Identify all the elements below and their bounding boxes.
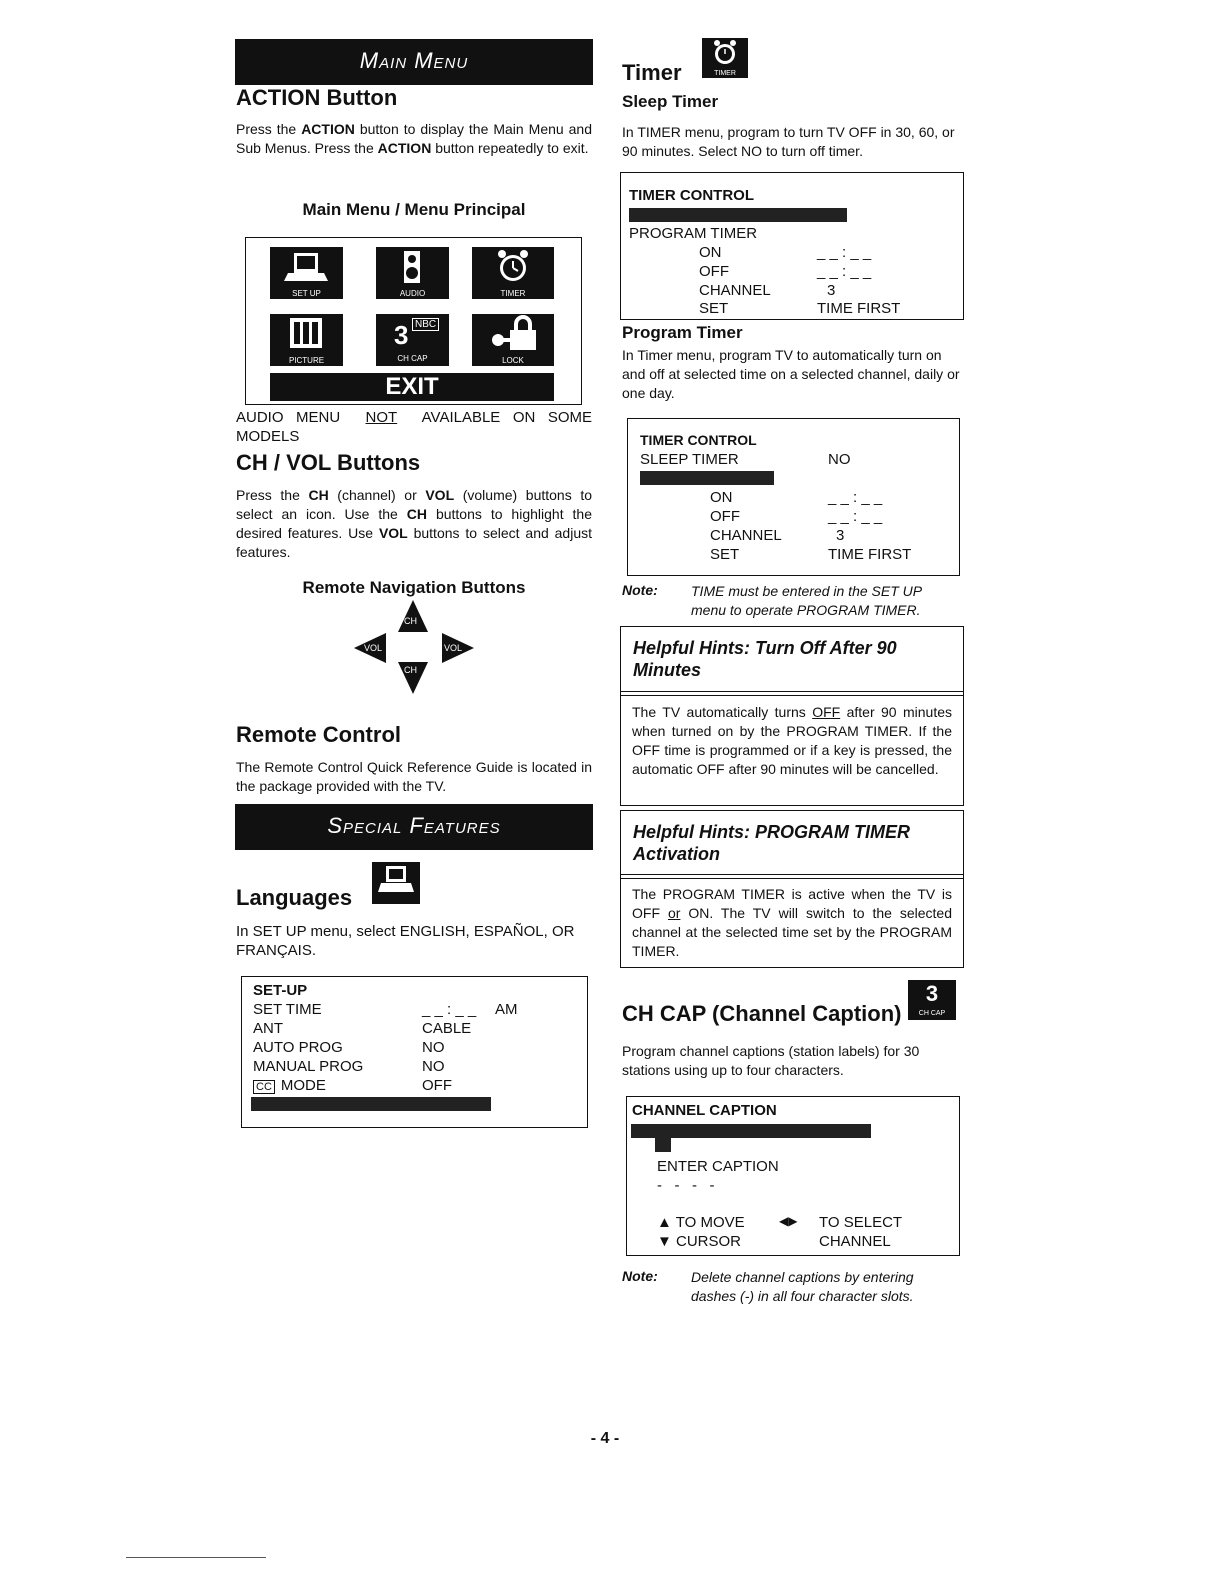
nbc-tag: NBC (412, 318, 439, 331)
select-channel-line-2: CHANNEL (819, 1233, 891, 1250)
setup-row-value: CABLE (422, 1020, 472, 1037)
nav-left-label: VOL (364, 643, 383, 653)
chcap-tile (376, 314, 449, 366)
caption-cursor-block (655, 1138, 671, 1152)
menu-icon-label: SET UP (292, 289, 321, 298)
ch-vol-text: Press the CH (channel) or VOL (volume) buttons to select an icon. Use the CH buttons to highlight the desired features. Use VOL buttons to select and adjust features. (236, 487, 592, 560)
languages-text: In SET UP menu, select ENGLISH, ESPAÑOL, OR FRANÇAIS. (236, 923, 575, 959)
ch-vol-title: CH / VOL Buttons (236, 450, 421, 475)
remote-control-title: Remote Control (236, 722, 401, 747)
timer-row-label: CHANNEL (710, 527, 782, 544)
page-number: - 4 - (590, 1430, 620, 1447)
footer-rule (126, 1557, 266, 1558)
move-cursor-line-1: ▲ TO MOVE (657, 1214, 745, 1231)
sleep-timer-highlight-bar (629, 208, 847, 222)
setup-row-value: NO (422, 1058, 445, 1075)
setup-small-icon (372, 862, 420, 904)
nav-right-label: VOL (444, 643, 463, 653)
remote-control-text: The Remote Control Quick Reference Guide is located in the package provided with the TV. (236, 759, 592, 794)
main-menu-banner: Main Menu (235, 39, 593, 85)
menu-icon-label: TIMER (500, 289, 526, 298)
menu-icon-label: PICTURE (288, 356, 325, 365)
channel-caption-box (626, 1096, 960, 1256)
timer-row-label: SET (699, 300, 729, 317)
special-features-banner: Special Features (235, 804, 593, 850)
picture-icon (270, 314, 343, 354)
timer-row-label: CHANNEL (699, 282, 771, 299)
caption-dashes: - - - - (657, 1177, 715, 1194)
program-timer-label: PROGRAM TIMER (629, 225, 758, 242)
sleep-timer-label: SLEEP TIMER (640, 451, 739, 468)
hint-text: The PROGRAM TIMER is active when the TV is OFF or ON. The TV will switch to the selected channel at the selected time set by the PROGRAM TIMER. (632, 886, 952, 959)
ch-cap-title: CH CAP (Channel Caption) (622, 1001, 902, 1026)
timer-row-value: _ _ : _ _ (817, 263, 872, 280)
setup-row-label: MANUAL PROG (253, 1058, 364, 1075)
timer-row-label: OFF (710, 508, 740, 525)
menu-icon-label: AUDIO (399, 289, 426, 298)
sleep-timer-title: Sleep Timer (622, 92, 719, 111)
exit-bar: EXIT (270, 373, 554, 401)
menu-icon-label: CH CAP (397, 354, 428, 363)
helpful-hint-box-2 (620, 810, 964, 968)
setup-row-extra: AM (495, 1001, 518, 1018)
action-button-text: Press the ACTION button to display the Main Menu and Sub Menus. Press the ACTION button repeatedly to exit. (236, 121, 592, 156)
timer-control-box-1 (620, 172, 964, 320)
setup-header: SET-UP (253, 982, 308, 999)
program-timer-highlight-bar (640, 471, 774, 485)
timer-row-value: _ _ : _ _ (828, 489, 883, 506)
action-button-title: ACTION Button (236, 85, 398, 110)
select-channel-line-1: TO SELECT (819, 1214, 903, 1231)
timer-row-value: TIME FIRST (828, 546, 912, 563)
setup-tile (270, 247, 343, 299)
setup-row-value: _ _ : _ _ (422, 1001, 477, 1018)
ch-cap-icon-label: CH CAP (918, 1010, 946, 1017)
timer-row-value: 3 (836, 527, 845, 544)
alarm-clock-icon (472, 247, 554, 287)
remote-nav-title: Remote Navigation Buttons (302, 578, 526, 597)
timer-row-label: SET (710, 546, 740, 563)
setup-menu-box (241, 976, 588, 1128)
menu-icon-label: LOCK (502, 356, 524, 365)
hint-divider (621, 874, 963, 879)
move-cursor-line-2: ▼ CURSOR (657, 1233, 742, 1250)
left-right-arrows-icon: ◀▶ (779, 1214, 798, 1228)
caption-highlight-bar (631, 1124, 871, 1138)
timer-title: Timer (622, 60, 682, 85)
setup-row-label: SET TIME (253, 1001, 322, 1018)
helpful-hint-box-1 (620, 626, 964, 806)
sleep-timer-text: In TIMER menu, program to turn TV OFF in 30, 60, or 90 minutes. Select NO to turn off timer. (622, 124, 955, 159)
enter-caption-label: ENTER CAPTION (657, 1158, 779, 1175)
timer-row-value: _ _ : _ _ (828, 508, 883, 525)
languages-title: Languages (236, 885, 353, 910)
timer-icon-label: TIMER (714, 70, 736, 77)
timer-box-header: TIMER CONTROL (640, 432, 757, 448)
setup-row-value: OFF (422, 1077, 452, 1094)
tv-set-icon (372, 862, 420, 898)
timer-small-icon (702, 38, 748, 78)
audio-tile (376, 247, 449, 299)
channel-caption-icon: 3 (925, 981, 939, 1006)
note-text: TIME must be entered in the SET UP menu to operate PROGRAM TIMER. (691, 583, 923, 618)
timer-row-value: _ _ : _ _ (817, 244, 872, 261)
program-timer-text: In Timer menu, program TV to automatically turn on and off at selected time on a selected channel, daily or one day. (622, 347, 960, 401)
main-menu-icon-box (245, 237, 582, 405)
nav-down-label: CH (404, 665, 417, 675)
timer-row-value: 3 (827, 282, 836, 299)
hint-title: Helpful Hints: Turn Off After 90 Minutes (633, 638, 897, 680)
hint-title: Helpful Hints: PROGRAM TIMER Activation (633, 822, 910, 864)
setup-row-label: AUTO PROG (253, 1039, 343, 1056)
setup-row-value: NO (422, 1039, 445, 1056)
ch-cap-text: Program channel captions (station labels) for 30 stations using up to four characters. (622, 1043, 920, 1078)
timer-row-label: OFF (699, 263, 729, 280)
setup-highlight-bar (251, 1097, 491, 1111)
remote-nav-graphic (350, 600, 480, 696)
setup-row-label: ANT (253, 1020, 283, 1037)
caption-box-header: CHANNEL CAPTION (632, 1102, 777, 1119)
note-label: Note: (622, 582, 658, 598)
note-label: Note: (622, 1268, 658, 1284)
ch-cap-small-icon (908, 980, 956, 1020)
lock-tile (472, 314, 554, 366)
timer-tile (472, 247, 554, 299)
main-menu-title: Main Menu / Menu Principal (302, 200, 526, 219)
timer-row-label: ON (699, 244, 722, 261)
channel-caption-icon: 3 (394, 320, 409, 350)
timer-box-header: TIMER CONTROL (629, 187, 754, 204)
hint-divider (621, 691, 963, 696)
cc-icon: CC (253, 1080, 275, 1094)
tv-set-icon (270, 247, 343, 287)
nav-up-label: CH (404, 616, 417, 626)
picture-tile (270, 314, 343, 366)
hint-text: The TV automatically turns OFF after 90 minutes when turned on by the PROGRAM TIMER. If the OFF time is programmed or if a key is pressed, the automatic OFF after 90 minutes will be cancelled. (632, 704, 952, 777)
setup-row-label: CC MODE (253, 1077, 326, 1094)
timer-row-label: ON (710, 489, 733, 506)
timer-row-value: TIME FIRST (817, 300, 901, 317)
speaker-icon (376, 247, 449, 287)
sleep-timer-value: NO (828, 451, 851, 468)
audio-menu-note: AUDIO MENU NOT AVAILABLE ON SOME MODELS (236, 409, 592, 445)
timer-control-box-2 (627, 418, 960, 576)
alarm-clock-icon (702, 38, 748, 68)
program-timer-title: Program Timer (622, 323, 743, 342)
note-text: Delete channel captions by entering dashes (-) in all four character slots. (691, 1269, 914, 1304)
lock-icon (472, 314, 554, 354)
